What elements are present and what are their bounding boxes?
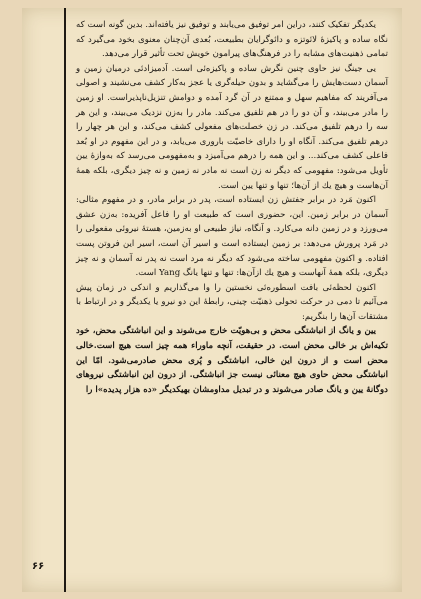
paragraph: یی جینگ نیز حاوی چنین نگرش ساده و پاکیزه‌ئی است. آدمیزادئی درمیان زمین و آسمان دست‌هایش را می‌گشاید و بدون حیله‌گری یا عجز به‌کار کشف می‌نشیند و اصولی می‌آفریند که مفاهیم سهل و ممتنع در آن گرد آمده و دوامش تنزیل‌ناپذیراست. او زمین را مادر می‌بیند، و آن دو را در هم تلفیق می‌کند. مادر را به‌زن نزدیک می‌بیند، و این هر سه را درهم تلفیق می‌کند. در زن خصلت‌های مفعولی کشف می‌کند، و این هر چهار را درهم تلفیق می‌کند. آنگاه او را دارای خاصیّت باروری می‌یابد، و در این مفهوم در او بُعد فاعلی کشف می‌کند... و این همه را درهم می‌آمیزد و به‌مفهومی می‌رسد که به‌وازهٔ یین تأویل می‌شود: مفهومی که دیگر نه زن است نه مادر نه زمین و نه چیز دیگری، بلکه همهٔ آن‌هاست و هیچ یك از آن‌ها؛ تنها و تنها یین است. — [76, 63, 388, 191]
paragraph: یکدیگر تفکیک کنند، دراین امر توفیق می‌یابند و توفیق نیز یافته‌اند. بدین گونه است که نگاه ساده و پاکیزهٔ لائوتزه و دائوگرایان بطبیعت، بُعدی آن‌چنان معنوی بخود می‌گیرد که تمامی ذهنیت‌های مشابه را در فرهنگ‌های پیرامون خویش تحت تأثیر قرار می‌دهد. — [76, 20, 388, 60]
paragraph: اکنون لحظه‌ئی بافت اسطوره‌ئی نخستین را وا می‌گذاریم و اندکی در زمان پیش می‌آئیم تا دمی در حرکت تحولی ذهنیّت چینی، رابطهٔ این دو نیرو یا یکدیگر و در ارتباط با مشتقات آن‌ها را بنگریم: — [76, 282, 388, 322]
margin-rule — [64, 8, 66, 592]
body-text — [76, 18, 388, 397]
paragraph: یین و یانگ از انباشتگی محض و بی‌هویّت خارج می‌شوند و این انباشتگی محض، خود تکیه‌اش بر خالی محض است. در حقیقت، آنچه ماوراء همه چیز است هیچ است.خالی محض است و از درون این خالی، انباشتگی و پُری محض صادرمی‌شود. امّا این انباشتگی محض حاوی هیچ معنائی نیست جز انباشتگی. از درون این انباشتگی نیروهای دوگانهٔ یین و یانگ صادر می‌شوند و در تبدیل مداومشان بهیکدیگر «ده هزار پدیده»ا را — [76, 326, 388, 395]
book-page — [22, 8, 402, 592]
paragraph: اکنون مَرد در برابر جفتش زن ایستاده است، پدر در برابر مادر، و در مفهوم مثالی: آسمان در برابر زمین. این، حضوری است که طبیعت او را فاعل آفریده: به‌زن عشق می‌ورزد و در زمین دانه می‌کارد. و آنگاه، نیاز طبیعی او به‌زمین، هستهٔ نیروئی مفعولی را در مَرد پرورش می‌دهد: بر زمین ایستاده است و اسیر آن است، اسیر این فروتن پست افتاده. و اکنون مفهومی ساخته می‌شود که دیگر نه مرد است نه پدر نه آسمان و نه چیز دیگری، بلکه همهٔ آنهاست و هیچ یك ازآن‌ها: تنها و تنها یانگ Yang است. — [76, 195, 388, 279]
page-number: ۶۶ — [32, 561, 45, 572]
